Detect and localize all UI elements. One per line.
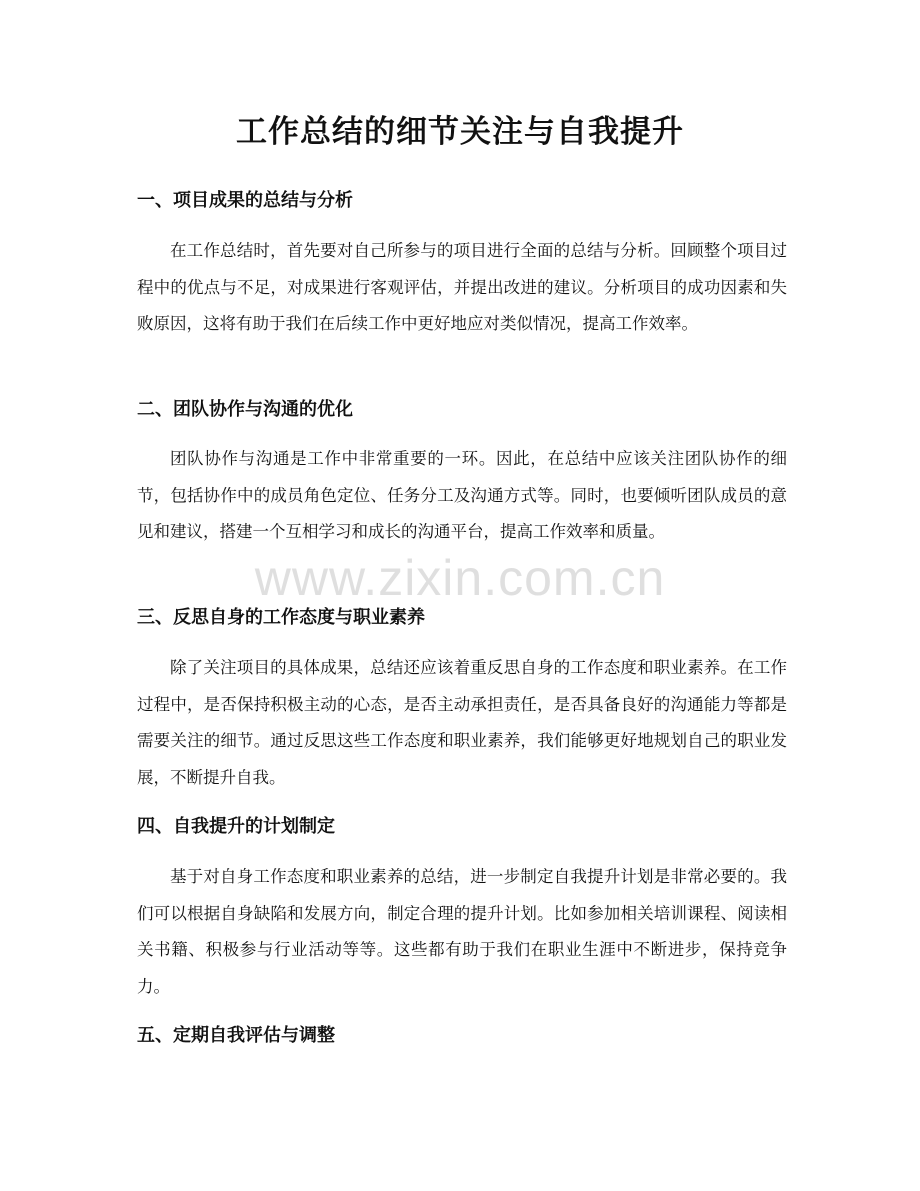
section-body-2: 团队协作与沟通是工作中非常重要的一环。因此，在总结中应该关注团队协作的细节，包括协作中的成员角色定位、任务分工及沟通方式等。同时，也要倾听团队成员的意见和建议，搭建一个互相学习和成长的沟通平台，提高工作效率和质量。 bbox=[137, 449, 787, 541]
section-heading-1: 一、项目成果的总结与分析 bbox=[137, 190, 353, 211]
section-heading-4: 四、自我提升的计划制定 bbox=[137, 816, 335, 837]
document-title: 工作总结的细节关注与自我提升 bbox=[236, 114, 684, 150]
section-body-3: 除了关注项目的具体成果，总结还应该着重反思自身的工作态度和职业素养。在工作过程中，是否保持积极主动的心态，是否主动承担责任，是否具备良好的沟通能力等都是需要关注的细节。通过反思这些工作态度和职业素养，我们能够更好地规划自己的职业发展，不断提升自我。 bbox=[137, 658, 787, 787]
section-heading-3: 三、反思自身的工作态度与职业素养 bbox=[137, 607, 425, 628]
section-body-4: 基于对自身工作态度和职业素养的总结，进一步制定自我提升计划是非常必要的。我们可以根据自身缺陷和发展方向，制定合理的提升计划。比如参加相关培训课程、阅读相关书籍、积极参与行业活动等等。这些都有助于我们在职业生涯中不断进步，保持竞争力。 bbox=[137, 867, 787, 996]
section-heading-2: 二、团队协作与沟通的优化 bbox=[137, 399, 353, 420]
section-heading-5: 五、定期自我评估与调整 bbox=[137, 1025, 335, 1046]
watermark: www.zixin.com.cn bbox=[254, 550, 666, 606]
section-body-1: 在工作总结时，首先要对自己所参与的项目进行全面的总结与分析。回顾整个项目过程中的优点与不足，对成果进行客观评估，并提出改进的建议。分析项目的成功因素和失败原因，这将有助于我们在后续工作中更好地应对类似情况，提高工作效率。 bbox=[137, 241, 787, 333]
